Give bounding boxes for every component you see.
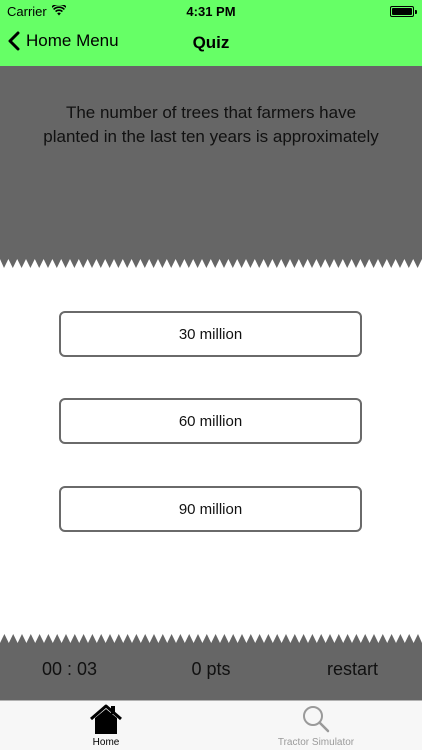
back-button-label: Home Menu: [26, 31, 119, 50]
timer: 00 : 03: [42, 659, 98, 679]
restart-button[interactable]: restart: [326, 659, 378, 679]
tab-bar: [0, 700, 422, 750]
question-text: The number of trees that farmers have planted in the last ten years is approximately: [43, 103, 379, 146]
house-icon: [89, 704, 123, 734]
score-panel: [0, 634, 422, 700]
answer-option-1[interactable]: 30 million: [59, 311, 362, 357]
chevron-left-icon: [8, 31, 20, 51]
status-time: 4:31 PM: [186, 4, 236, 19]
navigation-bar: [0, 22, 422, 66]
tab-home-label: Home: [92, 737, 120, 748]
carrier-label: Carrier: [7, 4, 47, 19]
status-bar: [0, 0, 422, 22]
magnifier-icon: [301, 704, 331, 734]
top-bar: [0, 0, 422, 66]
page-title: Quiz: [192, 33, 230, 52]
battery-icon: [390, 6, 414, 17]
tab-home[interactable]: [66, 701, 146, 750]
answer-option-2[interactable]: 60 million: [59, 398, 362, 444]
question-panel: [0, 66, 422, 268]
back-button[interactable]: [8, 31, 119, 51]
question-panel-background: [0, 66, 422, 268]
tab-tractor-simulator[interactable]: [256, 701, 376, 750]
answer-option-3[interactable]: 90 million: [59, 486, 362, 532]
tab-tractor-simulator-label: Tractor Simulator: [277, 737, 355, 748]
points-display: 0 pts: [191, 659, 231, 679]
